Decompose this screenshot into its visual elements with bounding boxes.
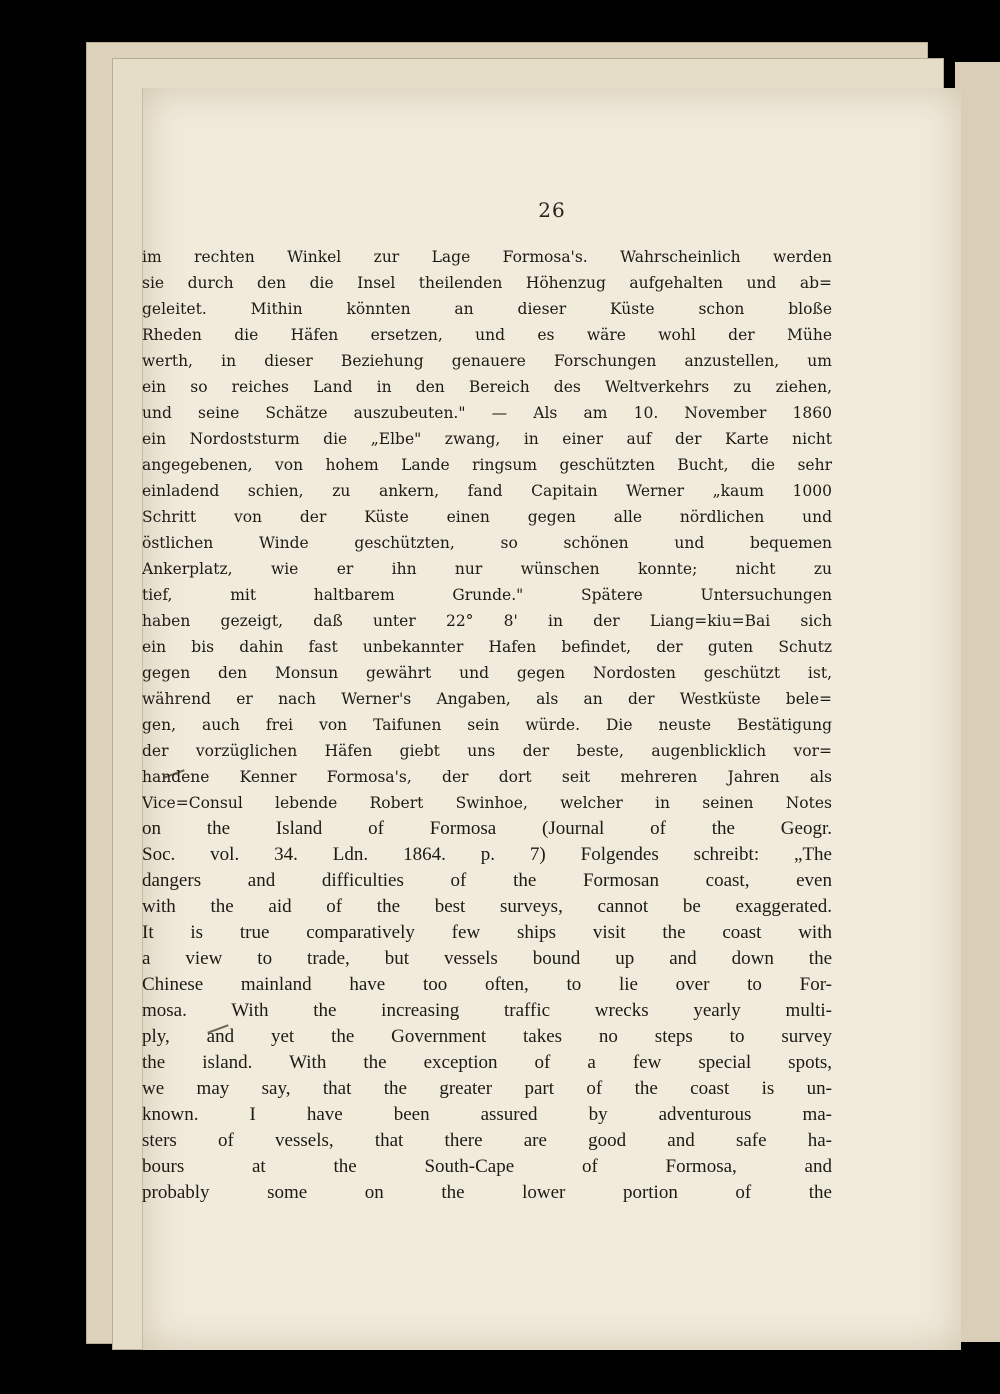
- text-line: It is true comparatively few ships visit the coast with: [142, 922, 832, 943]
- text-line: ein so reiches Land in den Bereich des Weltverkehrs zu ziehen,: [142, 378, 832, 396]
- body-text: [142, 244, 832, 1206]
- text-line: Schritt von der Küste einen gegen alle nördlichen und: [142, 508, 832, 526]
- text-line: handene Kenner Formosa's, der dort seit mehreren Jahren als: [142, 768, 832, 786]
- text-line: ply, and yet the Government takes no steps to survey: [142, 1026, 832, 1047]
- text-line: Ankerplatz, wie er ihn nur wünschen konnte; nicht zu: [142, 560, 832, 578]
- text-line: known. I have been assured by adventurous ma-: [142, 1104, 832, 1125]
- text-line: Rheden die Häfen ersetzen, und es wäre wohl der Mühe: [142, 326, 832, 344]
- text-line: werth, in dieser Beziehung genauere Forschungen anzustellen, um: [142, 352, 832, 370]
- page-number: 26: [538, 198, 566, 222]
- text-line: gen, auch frei von Taifunen sein würde. Die neuste Bestätigung: [142, 716, 832, 734]
- text-line: gegen den Monsun gewährt und gegen Nordosten geschützt ist,: [142, 664, 832, 682]
- text-line: the island. With the exception of a few special spots,: [142, 1052, 832, 1073]
- text-line: we may say, that the greater part of the coast is un-: [142, 1078, 832, 1099]
- text-line: östlichen Winde geschützten, so schönen und bequemen: [142, 534, 832, 552]
- text-line: haben gezeigt, daß unter 22° 8' in der Liang=kiu=Bai sich: [142, 612, 832, 630]
- text-line: während er nach Werner's Angaben, als an der Westküste bele=: [142, 690, 832, 708]
- text-line: bours at the South-Cape of Formosa, and: [142, 1156, 832, 1177]
- text-line: Vice=Consul lebende Robert Swinhoe, welcher in seinen Notes: [142, 794, 832, 812]
- text-line: im rechten Winkel zur Lage Formosa's. Wahrscheinlich werden: [142, 248, 832, 266]
- text-line: geleitet. Mithin könnten an dieser Küste schon bloße: [142, 300, 832, 318]
- text-line: der vorzüglichen Häfen giebt uns der beste, augenblicklich vor=: [142, 742, 832, 760]
- text-line: Soc. vol. 34. Ldn. 1864. p. 7) Folgendes schreibt: „The: [142, 844, 832, 865]
- text-line: dangers and difficulties of the Formosan coast, even: [142, 870, 832, 891]
- text-line: und seine Schätze auszubeuten." — Als am 10. November 1860: [142, 404, 832, 422]
- text-line: a view to trade, but vessels bound up and down the: [142, 948, 832, 969]
- text-line: probably some on the lower portion of the: [142, 1182, 832, 1203]
- text-line: ein bis dahin fast unbekannter Hafen befindet, der guten Schutz: [142, 638, 832, 656]
- text-line: sters of vessels, that there are good and safe ha-: [142, 1130, 832, 1151]
- text-line: with the aid of the best surveys, cannot be exaggerated.: [142, 896, 832, 917]
- text-line: ein Nordoststurm die „Elbe" zwang, in einer auf der Karte nicht: [142, 430, 832, 448]
- text-line: Chinese mainland have too often, to lie over to For-: [142, 974, 832, 995]
- facing-page-edge: [955, 62, 1000, 1342]
- text-line: on the Island of Formosa (Journal of the Geogr.: [142, 818, 832, 839]
- text-line: mosa. With the increasing traffic wrecks yearly multi-: [142, 1000, 832, 1021]
- text-line: tief, mit haltbarem Grunde." Spätere Untersuchungen: [142, 586, 832, 604]
- text-line: sie durch den die Insel theilenden Höhenzug aufgehalten und ab=: [142, 274, 832, 292]
- text-line: einladend schien, zu ankern, fand Capitain Werner „kaum 1000: [142, 482, 832, 500]
- text-line: angegebenen, von hohem Lande ringsum geschützten Bucht, die sehr: [142, 456, 832, 474]
